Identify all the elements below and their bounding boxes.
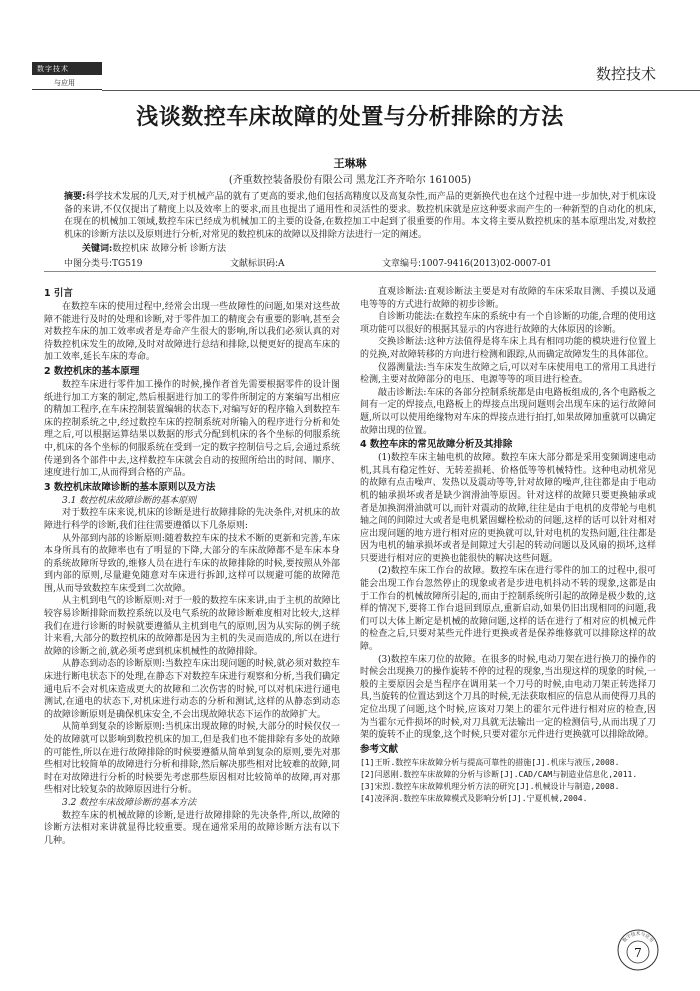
paragraph: 在数控车床的使用过程中,经常会出现一些故障性的问题,如果对这些故障不能进行及时的处理和诊断,对于零件加工的精度会有重要的影响,甚至会对数控车床的加工效率或者是寿命产生很大的影响,所以我们必须认真的对待数控机床发生的故障,及时对故障进行总结和排除,以便更好的提高车床的加工效率,延长车床的寿命。 <box>44 302 340 363</box>
logo-bottom-text: 与应用 <box>54 79 75 87</box>
references-heading: 参考文献 <box>360 743 399 755</box>
paragraph: 从主机到电气的诊断原则:对于一般的数控车床来讲,由于主机的故障比较容易诊断排除而数控系统以及电气系统的故障诊断难度相对比较大,这样我们在进行诊断的时候就要遵循从主机到电气的原则,因为从实际的例子统计来看,大部分的数控机床的故障都是因为主机的失灵而造成的,所以在进行故障的诊断之前,就必须考虑到机床机械性的故障排除。 <box>44 596 340 657</box>
keywords-text: 数控机床 故障分析 诊断方法 <box>112 244 227 254</box>
article-no-label: 文章编号: <box>382 259 422 269</box>
header-rule <box>102 90 700 91</box>
subsection-heading: 3.1 数控机床故障诊断的基本原则 <box>62 495 197 506</box>
paragraph: 仪器测量法:当车床发生故障之后,可以对车床使用电工的常用工具进行检测,主要对故障部分的电压、电源等等的项目进行检查。 <box>360 362 656 386</box>
logo-bottom-bar <box>32 76 102 90</box>
paragraph: (1)数控车床主轴电机的故障。数控车床大部分都是采用变频调速电动机,其具有稳定性好、无转差损耗、价格低等等机械特性。这种电动机常见的故障有点击噪声、发热以及震动等等,针对故障的噪声,往往都是由于电动机的轴承损坏或者是缺少润滑油等原因。针对这样的故障只要更换轴承或者是加换润滑油就可以,而针对震动的故障,往往是由于电机的皮带轮与电机轴之间的间隙过大或者是电机紧固螺栓松动的问题,这样的话可以针对相对应出现问题的地方进行相对应的更换就可以,针对电机的发热问题,往往都是因为电机的轴承损坏或者是间隙过大引起的转动问题以及风扇的损坏,这样只要进行相对应的更换也能很快的解决这些问题。 <box>360 453 656 564</box>
paragraph: 自诊断功能法:在数控车床的系统中有一个自诊断的功能,合理的使用这项功能可以很好的根据其显示的内容进行故障的大体原因的诊断。 <box>360 312 656 335</box>
paragraph: 对于数控车床来说,机床的诊断是进行故障排除的先决条件,对机床的故障进行科学的诊断,我们往往需要遵循以下几条原则: <box>44 508 340 531</box>
reference-item: [3]宋烈.数控车床故障机理分析方法的研究[J].机械设计与制造,2008. <box>360 781 620 791</box>
section-heading: 4 数控车床的常见故障分析及其排除 <box>360 439 513 451</box>
logo-top-text: 数字技术 <box>37 65 69 73</box>
article-title: 浅谈数控车床故障的处置与分析排除的方法 <box>136 104 564 130</box>
clc-value: TG519 <box>112 259 143 269</box>
page-number-badge <box>616 928 660 972</box>
article-number <box>382 256 552 269</box>
section-title: 数控技术 <box>595 65 656 83</box>
section-heading: 3 数控机床故障诊断的基本原则以及方法 <box>44 481 216 493</box>
paragraph: 从简单到复杂的诊断原则:当机床出现故障的时候,大部分的时候仅仅一处的故障就可以影响到数控机床的加工,但是我们也不能排除有多处的故障的可能性,所以在进行故障排除的时候要遵循从简单到复杂的原则,要先对那些相对比较简单的故障进行分析和排除,然后解决那些相对比较难的故障,同时在对故障进行分析的时候要先考虑那些原因相对比较简单的故障,再对那些相对比较复杂的故障原因进行分析。 <box>44 722 340 796</box>
section-heading: 2 数控机床的基本原理 <box>44 365 140 377</box>
paragraph: 从外部到内部的诊断原则:随着数控车床的技术不断的更新和完善,车床本身所具有的故障率也有了明显的下降,大部分的车床故障都不是车床本身的系统故障所导致的,维修人员在进行车床的故障排除的时候,要按照从外部到内部的原则,尽量避免随意对车床进行拆卸,这样可以规避可能的故障范围,从而导致数控车床受到二次故障。 <box>44 533 340 594</box>
paragraph: 从静态到动态的诊断原则:当数控车床出现问题的时候,就必须对数控车床进行断电状态下的处理,在静态下对数控车床进行观察和分析,当我们确定通电后不会对机床造成更大的故障和二次伤害的时候,可以对机床进行通电测试,在通电的状态下,对机床进行动态的分析和测试,这样的从静态到动态的故障诊断原则是确保机床安全,不会出现故障状态下运作的故障扩大。 <box>44 659 340 720</box>
clc-number <box>64 256 142 269</box>
journal-logo <box>32 62 102 90</box>
paragraph: 直观诊断法:直观诊断法主要是对有故障的车床采取目测、手摸以及通电等等的方式进行故障的初步诊断。 <box>360 287 656 310</box>
page-number: 7 <box>634 946 642 960</box>
abstract-text: 科学技术发展的几天,对于机械产品的就有了更高的要求,他们包括高精度以及高复杂性,而产品的更新换代也在这个过程中进一步加快,对于机床设备的来讲,不仅仅提出了精度上以及效率上的要求,而且也提出了通用性和灵活性的要求。数控机床就是应这种要求而产生的一种新型的自动化的机床,在现在的机械加工领域,数控车床已经成为机械加工的主要的设备,在数控加工中起到了很重要的作用。本文将主要从数控机床的基本原理出发,对数控机床的诊断方法以及原则进行分析,对常见的数控机床的故障以及排除方法进行一定的阐述。 <box>64 192 656 240</box>
paragraph: 数控车床的机械故障的诊断,是进行故障排除的先决条件,所以,故障的诊断方法相对来讲就显得比较重要。现在通常采用的故障诊断方法有以下几种。 <box>44 810 340 846</box>
abstract <box>64 191 656 241</box>
left-column <box>44 286 340 847</box>
document-code <box>230 256 285 269</box>
abstract-label: 摘要: <box>64 192 86 202</box>
keywords <box>82 241 656 254</box>
author-name: 王琳琳 <box>333 157 367 170</box>
author-affiliation: (齐重数控装备股份有限公司 黑龙江齐齐哈尔 161005) <box>228 175 472 186</box>
clc-label: 中图分类号: <box>64 259 113 269</box>
paragraph: 交换诊断法:这种方法值得是将车床上具有相同功能的模块进行位置上的兑换,对故障转移的方向进行检测和跟踪,从而确定故障发生的具体部位。 <box>360 337 656 360</box>
right-column <box>360 286 656 805</box>
reference-item: [2]闫恩刚.数控车床故障的分析与诊断[J].CAD/CAM与制造业信息化,2011. <box>360 769 638 779</box>
article-no-value: 1007-9416(2013)02-0007-01 <box>421 259 552 269</box>
reference-item: [4]凌泽润.数控车床故障模式及影响分析[J].宁夏机械,2004. <box>360 793 588 803</box>
subsection-heading: 3.2 数控车床故障诊断的基本方法 <box>62 797 197 808</box>
reference-item: [1]王昕.数控车床故障分析与提高可靠性的措施[J].机床与液压,2008. <box>360 757 620 767</box>
keywords-label: 关键词: <box>82 244 113 254</box>
doc-code-label: 文献标识码: <box>230 259 279 269</box>
paragraph: 敲击诊断法:车床的各部分控制系统都是由电路板组成的,各个电路板之间有一定的焊接点,电路板上的焊接点出现问题则会出现车床的运行故障问题,所以可以使用绝缘物对车床的焊接点进行拍打,如果故障加重就可以确定故障出现的位置。 <box>360 387 656 436</box>
doc-code-value: A <box>278 259 285 269</box>
badge-arc-text: 数字技术与应用 <box>622 932 654 944</box>
paragraph: (3)数控车床刀位的故障。在很多的时候,电动刀架在进行换刀的操作的时候会出现换刀的操作旋转不停的过程的现象,当出现这样的现象的时候,一般的主要原因会是当程序在调用某一个刀号的时候,由电动刀架正转选择刀具,当旋转的位置达到这个刀具的时候,无法获取相应的信息从而使得刀具的定位出现了问题,这个时候,应该对刀架上的霍尔元件进行相对应的检查,因为当霍尔元件损坏的时候,对刀具就无法输出一定的检测信号,从而出现了刀架的旋转不止的现象,这个时候,只要对霍尔元件进行更换就可以排除故障。 <box>360 654 656 741</box>
paragraph: (2)数控车床工作台的故障。数控车床在进行零件的加工的过程中,很可能会出现工作台忽然停止的现象或者是步进电机抖动不转的现象,这都是由于工作台的机械故障所引起的,而由于控制系统所引起的故障是极少数的,这样的情况下,要将工作台退回到原点,重新启动,如果仍旧出现相同的问题,我们可以大体上断定是机械的故障问题,这样的话在进行了相对应的机械元件的检查之后,只要对某些元件进行更换或者是保养维修就可以排除这样的故障。 <box>360 566 656 653</box>
abstract-rule <box>44 271 656 272</box>
section-heading: 1 引言 <box>44 288 73 299</box>
logo-top-bar <box>32 62 102 75</box>
paragraph: 数控车床进行零件加工操作的时候,操作者首先需要根据零件的设计图纸进行加工方案的制定,然后根据进行加工的零件所制定的方案编写出相应的精加工程序,在车床控制装置编辑的状态下,对编写好的程序输入到数控车床的控制系统之中,经过数控车床的控制系统对所输入的程序进行分析和处理之后,可以根据运算结果以数据的形式分配到机床的各个坐标的伺服系统中,机床的各个坐标的伺服系统在受到一定的数字控制信号之后,会通过系统传递到各个部件中去,这样数控车床就会自动的按照所给出的时间、顺序、速度进行加工,从而得到合格的产品。 <box>44 379 340 479</box>
